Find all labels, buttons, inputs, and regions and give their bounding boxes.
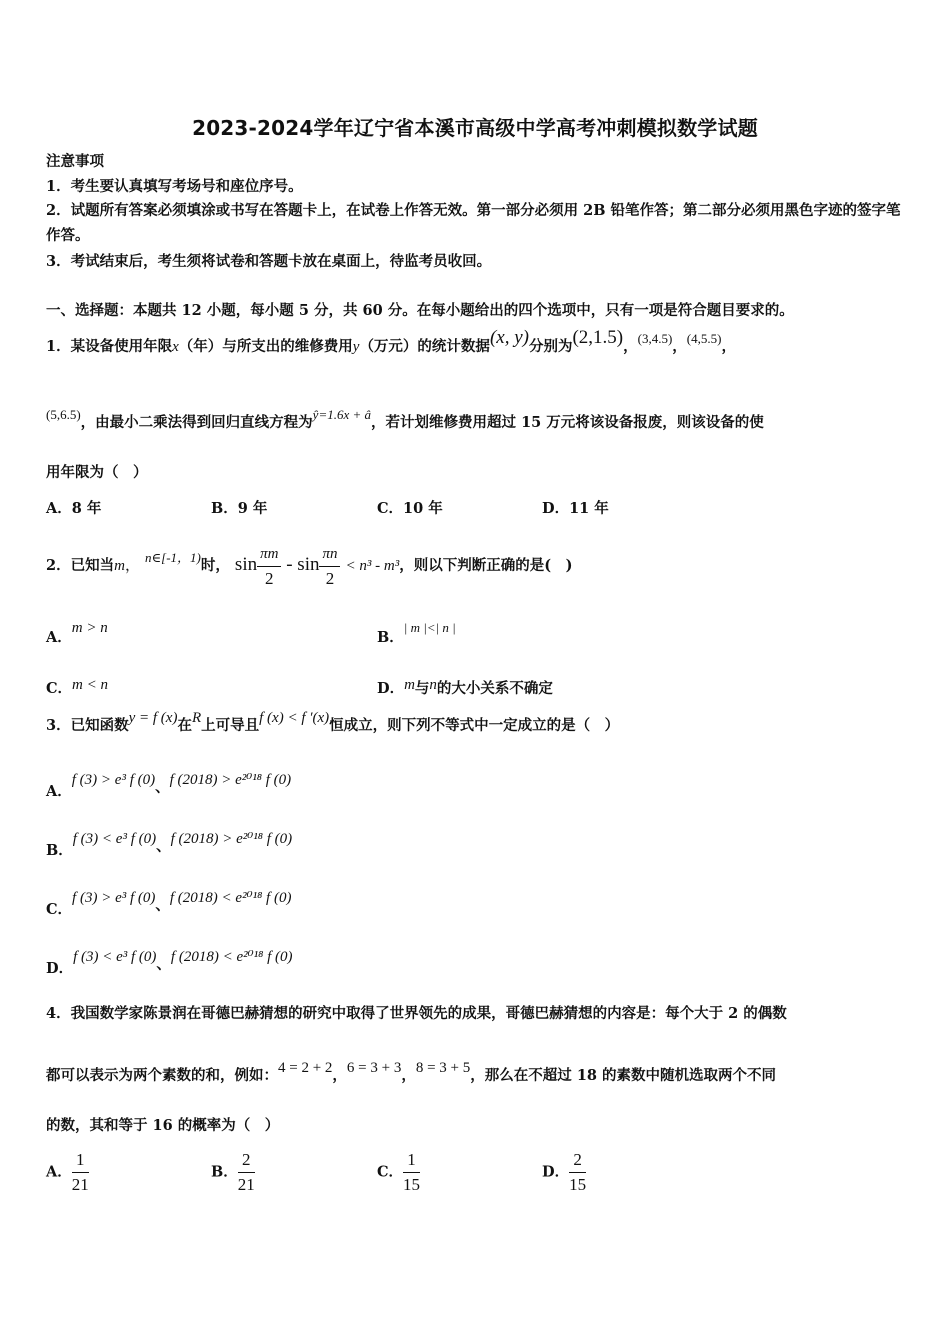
q3-option-b-expr-1: f (3) < e³ f (0) bbox=[72, 831, 157, 847]
q3-option-b-sep: 、 bbox=[156, 838, 171, 855]
q1-text: （年）与所支出的维修费用 bbox=[178, 338, 353, 355]
q2-text: 2．已知当 bbox=[46, 557, 115, 574]
q1-sep: ， bbox=[623, 338, 638, 355]
notice-item-3: 3．考试结束后，考生须将试卷和答题卡放在桌面上，待监考员收回。 bbox=[46, 253, 492, 270]
q2-fraction-2 bbox=[319, 544, 340, 589]
q4-option-d-den: 15 bbox=[569, 1175, 587, 1194]
q4-option-a-den: 21 bbox=[71, 1175, 89, 1194]
q3-condition: f (x) < f ′(x) bbox=[259, 710, 330, 726]
q1-option-a[interactable]: A．8 年 bbox=[46, 500, 102, 517]
q3-text: 在 bbox=[177, 717, 192, 734]
q4-option-b-den: 21 bbox=[237, 1175, 255, 1194]
q3-text: 上可导且 bbox=[201, 717, 260, 734]
q2-option-a-label: A． bbox=[46, 629, 72, 646]
q1-pair: (x, y) bbox=[489, 327, 529, 348]
q2-sin-1: sin bbox=[234, 554, 258, 575]
q2-option-d-n: n bbox=[429, 677, 437, 693]
q3-option-c-sep: 、 bbox=[155, 897, 170, 914]
q4-option-c-den: 15 bbox=[403, 1175, 421, 1194]
q4-option-b-fraction bbox=[238, 1150, 255, 1195]
q4-line-3: 的数，其和等于 16 的概率为（ ） bbox=[46, 1117, 280, 1134]
q4-option-b[interactable] bbox=[211, 1150, 255, 1195]
q2-text: ，则以下判断正确的是( ) bbox=[399, 557, 573, 574]
q3-option-b-expr-2: f (2018) > e²⁰¹⁸ f (0) bbox=[170, 831, 293, 847]
q3-option-b-label: B． bbox=[46, 842, 73, 859]
q2-option-c-label: C． bbox=[46, 680, 73, 697]
q4-option-a-fraction bbox=[72, 1150, 89, 1195]
q1-regression-equation: ŷ=1.6x + â bbox=[312, 407, 372, 422]
q1-option-b[interactable]: B．9 年 bbox=[211, 500, 268, 517]
q2-option-a-expr: m > n bbox=[71, 620, 108, 636]
q3-option-d-expr-2: f (2018) < e²⁰¹⁸ f (0) bbox=[170, 949, 293, 965]
q2-frac2-num: πn bbox=[319, 544, 340, 567]
q4-example-3: 8 = 3 + 5 bbox=[415, 1060, 471, 1076]
q4-sep: ， bbox=[401, 1067, 416, 1084]
q1-var-x: x bbox=[172, 339, 179, 355]
q2-frac1-den: 2 bbox=[265, 568, 274, 588]
q2-line bbox=[46, 540, 572, 591]
q4-text: 都可以表示为两个素数的和，例如： bbox=[46, 1067, 278, 1084]
q3-option-a-expr-1: f (3) > e³ f (0) bbox=[71, 772, 156, 788]
q2-option-d-m: m bbox=[404, 677, 415, 693]
q3-text: 恒成立，则下列不等式中一定成立的是（ ） bbox=[329, 717, 620, 734]
q2-option-b[interactable] bbox=[377, 616, 456, 646]
q1-option-c[interactable]: C．10 年 bbox=[377, 500, 443, 517]
q3-option-a[interactable] bbox=[46, 768, 292, 800]
q2-option-b-label: B． bbox=[377, 629, 404, 646]
q1-text: ，由最小二乘法得到回归直线方程为 bbox=[80, 414, 313, 431]
q3-option-c[interactable] bbox=[46, 886, 292, 918]
q4-option-d-label: D． bbox=[542, 1163, 570, 1181]
q2-text: 时， bbox=[200, 557, 230, 574]
q1-point-1: (2,1.5) bbox=[572, 327, 624, 348]
q2-inequality-rhs: < n³ - m³ bbox=[345, 558, 400, 574]
q3-option-c-expr-2: f (2018) < e²⁰¹⁸ f (0) bbox=[169, 890, 292, 906]
notice-item-2: 2．试题所有答案必须填涂或书写在答题卡上，在试卷上作答无效。第一部分必须用 2B 铅笔作答；第二部分必须用黑色字迹的签字笔作答。 bbox=[46, 202, 901, 244]
q1-var-y: y bbox=[352, 339, 360, 355]
q4-option-c-fraction bbox=[403, 1150, 420, 1195]
q2-option-c[interactable] bbox=[46, 673, 109, 697]
q4-option-a-num: 1 bbox=[72, 1150, 89, 1173]
q4-line-1: 4．我国数学家陈景润在哥德巴赫猜想的研究中取得了世界领先的成果，哥德巴赫猜想的内容是：每个大于 2 的偶数 bbox=[46, 1005, 787, 1022]
q4-option-d-num: 2 bbox=[569, 1150, 586, 1173]
q1-text: （万元）的统计数据 bbox=[359, 338, 490, 355]
q2-option-d-text: 的大小关系不确定 bbox=[436, 680, 553, 697]
q3-line bbox=[46, 710, 620, 736]
q3-option-d-label: D． bbox=[46, 960, 74, 977]
q2-option-d-text: 与 bbox=[414, 680, 430, 697]
q3-option-d-sep: 、 bbox=[156, 956, 171, 973]
q1-sep: ， bbox=[672, 338, 687, 355]
q3-option-d-expr-1: f (3) < e³ f (0) bbox=[73, 949, 157, 965]
q1-text: ，若计划维修费用超过 15 万元将该设备报废，则该设备的使 bbox=[371, 414, 764, 431]
notice-item-1: 1．考生要认真填写考场号和座位序号。 bbox=[46, 178, 303, 195]
q4-example-2: 6 = 3 + 3 bbox=[346, 1060, 402, 1076]
q1-line-1 bbox=[46, 327, 736, 357]
q4-option-c-label: C． bbox=[377, 1163, 404, 1181]
q2-option-c-expr: m < n bbox=[72, 677, 109, 693]
q3-option-c-label: C． bbox=[46, 901, 73, 918]
q3-text: 3．已知函数 bbox=[46, 717, 129, 734]
q4-sep: ， bbox=[332, 1067, 347, 1084]
q2-option-d[interactable] bbox=[377, 673, 553, 697]
q1-text: 1．某设备使用年限 bbox=[46, 338, 173, 355]
q3-option-d[interactable] bbox=[46, 945, 293, 977]
q2-sin-2: - sin bbox=[281, 554, 320, 575]
q4-option-d-fraction bbox=[569, 1150, 586, 1195]
q4-text: ，那么在不超过 18 的素数中随机选取两个不同 bbox=[470, 1067, 777, 1084]
q1-point-2: (3,4.5) bbox=[637, 331, 673, 346]
q2-var-m: m bbox=[114, 558, 125, 574]
q4-option-c-num: 1 bbox=[403, 1150, 420, 1173]
q3-option-a-label: A． bbox=[46, 783, 72, 800]
q2-frac2-den: 2 bbox=[325, 568, 335, 588]
q3-function: y = f (x) bbox=[128, 710, 178, 726]
q2-range: n∈[-1，1) bbox=[145, 550, 201, 565]
notice-heading: 注意事项 bbox=[46, 153, 104, 170]
q2-option-a[interactable] bbox=[46, 616, 108, 646]
q1-option-d[interactable]: D．11 年 bbox=[542, 500, 609, 517]
q1-point-3: (4,5.5) bbox=[686, 331, 722, 346]
q1-text: 分别为 bbox=[528, 338, 573, 355]
q2-fraction-1 bbox=[257, 544, 281, 589]
q4-option-a-label: A． bbox=[46, 1163, 72, 1181]
q2-frac1-num: πm bbox=[257, 544, 281, 567]
q1-sep: ， bbox=[721, 338, 736, 355]
q3-domain-R: R bbox=[191, 710, 202, 726]
q4-line-2 bbox=[46, 1060, 777, 1086]
q3-option-c-expr-1: f (3) > e³ f (0) bbox=[72, 890, 156, 906]
q1-line-3: 用年限为（ ） bbox=[46, 464, 148, 481]
q4-option-b-label: B． bbox=[211, 1163, 238, 1181]
q4-option-d[interactable] bbox=[542, 1150, 586, 1195]
q3-option-b[interactable] bbox=[46, 827, 293, 859]
q3-option-a-expr-2: f (2018) > e²⁰¹⁸ f (0) bbox=[169, 772, 292, 788]
q4-example-1: 4 = 2 + 2 bbox=[278, 1060, 333, 1076]
q2-option-b-expr: | m |<| n | bbox=[403, 620, 456, 635]
q2-option-d-label: D． bbox=[377, 680, 405, 697]
q3-option-a-sep: 、 bbox=[155, 779, 170, 796]
q4-option-a[interactable] bbox=[46, 1150, 89, 1195]
q4-option-c[interactable] bbox=[377, 1150, 420, 1195]
q4-option-b-num: 2 bbox=[238, 1150, 255, 1173]
q1-line-2 bbox=[46, 407, 764, 433]
section-heading: 一、选择题：本题共 12 小题，每小题 5 分，共 60 分。在每小题给出的四个选项中，只有一项是符合题目要求的。 bbox=[46, 302, 794, 319]
q2-sep: ， bbox=[124, 558, 140, 574]
q1-point-4: (5,6.5) bbox=[46, 407, 81, 422]
page-title: 2023-2024学年辽宁省本溪市高级中学高考冲刺模拟数学试题 bbox=[192, 116, 758, 140]
